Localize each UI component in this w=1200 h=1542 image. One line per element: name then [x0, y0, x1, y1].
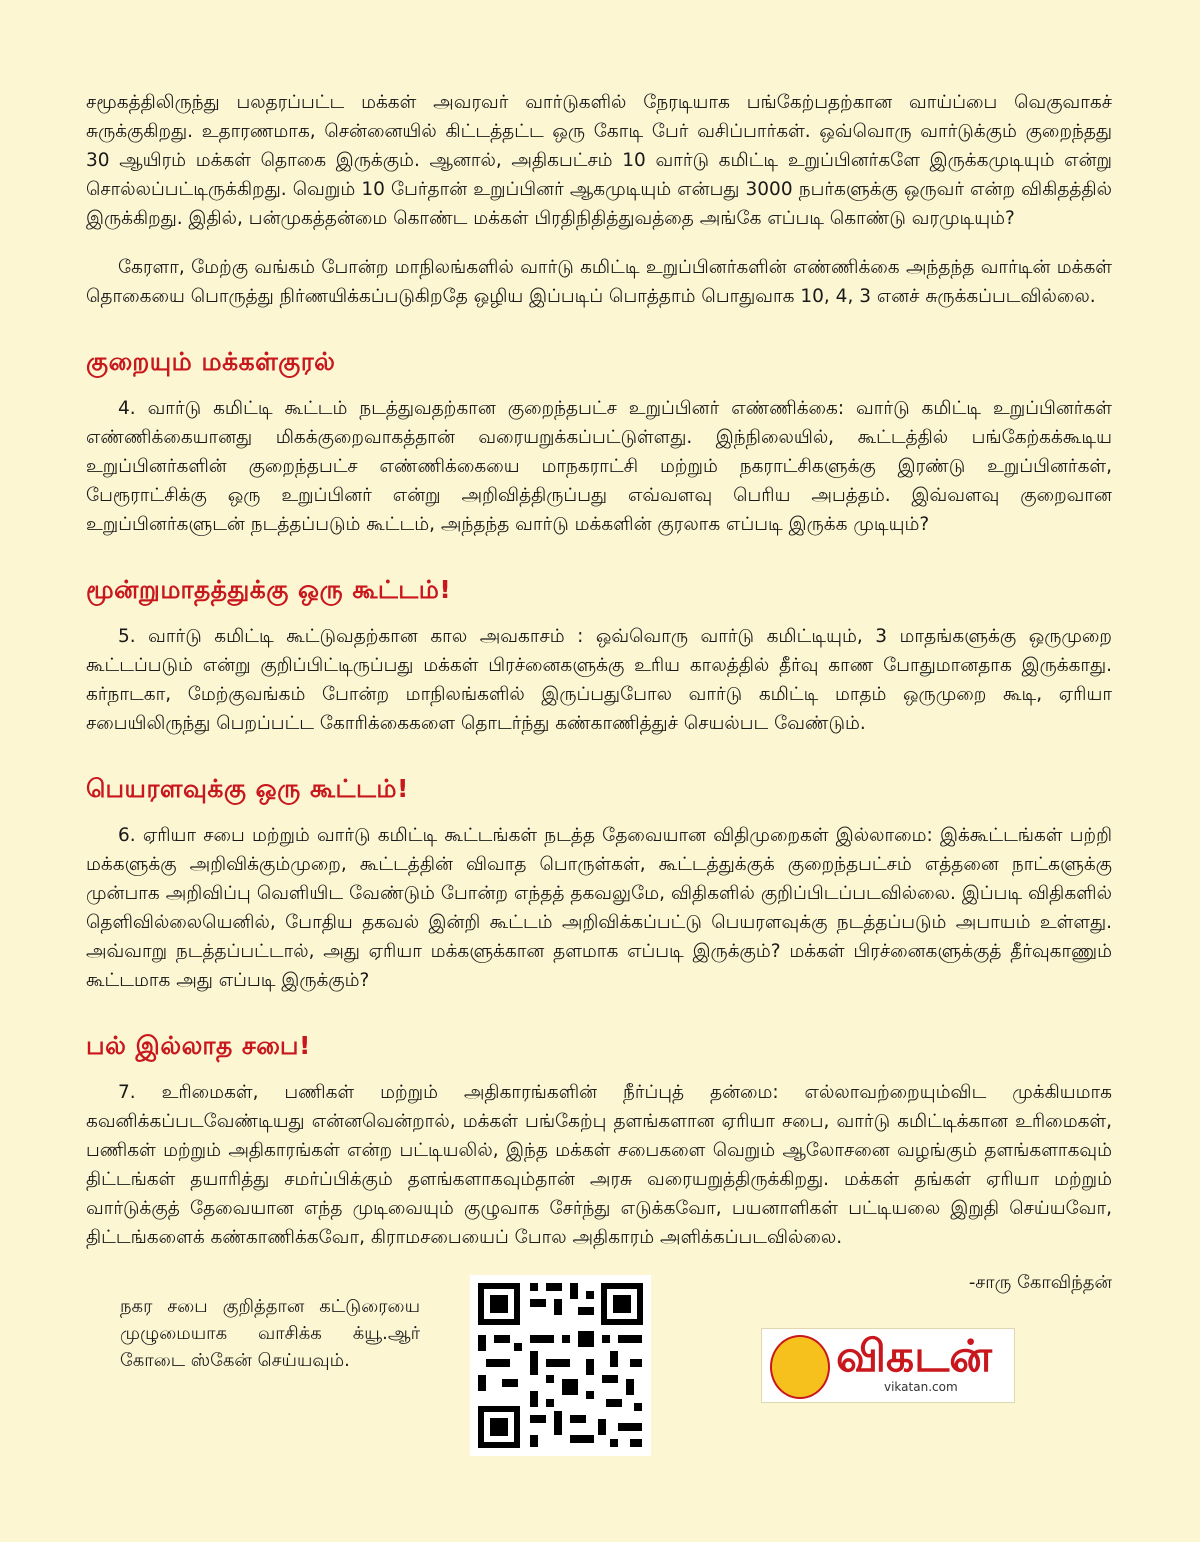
intro-paragraph-1: சமூகத்திலிருந்து பலதரப்பட்ட மக்கள் அவரவர் வார்டுகளில் நேரடியாக பங்கேற்பதற்கான வாய்ப்பை வெகுவாகச் சுருக்குகிறது. உதாரணமாக, சென்னையில் கிட்டத்தட்ட ஒரு கோடி பேர் வசிப்பார்கள். ஒவ்வொரு வார்டுக்கும் குறைந்தது 30 ஆயிரம் மக்கள் தொகை இருக்கும். ஆனால், அதிகபட்சம் 10 வார்டு கமிட்டி உறுப்பினர்களே இருக்கமுடியும் என்று சொல்லப்பட்டிருக்கிறது. வெறும் 10 பேர்தான் உறுப்பினர் ஆகமுடியும் என்பது 3000 நபர்களுக்கு ஒருவர் என்ற விகிதத்தில் இருக்கிறது. இதில், பன்முகத்தன்மை கொண்ட மக்கள் பிரதிநிதித்துவத்தை அங்கே எப்படி கொண்டு வரமுடியும்? — [86, 92, 1112, 229]
mascot-icon — [770, 1335, 830, 1399]
qr-code-icon[interactable] — [470, 1275, 651, 1456]
section-heading-voice: குறையும் மக்கள்குரல் — [86, 347, 336, 376]
section-heading-toothless: பல் இல்லாத சபை! — [86, 1031, 311, 1060]
section-heading-nominal: பெயரளவுக்கு ஒரு கூட்டம்! — [86, 774, 409, 803]
logo-name: விகடன் — [836, 1331, 992, 1382]
intro-paragraph-2: கேரளா, மேற்கு வங்கம் போன்ற மாநிலங்களில் வார்டு கமிட்டி உறுப்பினர்களின் எண்ணிக்கை அந்தந்த வார்டின் மக்கள் தொகையை பொருத்து நிர்ணயிக்கப்படுகிறதே ஒழிய இப்படிப் பொத்தாம் பொதுவாக 10, 4, 3 எனச் சுருக்கப்படவில்லை. — [86, 257, 1112, 307]
section-text-nominal: 6. ஏரியா சபை மற்றும் வார்டு கமிட்டி கூட்டங்கள் நடத்த தேவையான விதிமுறைகள் இல்லாமை: இக்கூட்டங்கள் பற்றி மக்களுக்கு அறிவிக்கும்முறை, கூட்டத்தின் விவாத பொருள்கள், கூட்டத்துக்குக் குறைந்தபட்சம் எத்தனை நாட்களுக்கு முன்பாக அறிவிப்பு வெளியிட வேண்டும் போன்ற எந்தத் தகவலுமே, விதிகளில் குறிப்பிடப்படவில்லை. இப்படி விதிகளில் தெளிவில்லையெனில், போதிய தகவல் இன்றி கூட்டம் அறிவிக்கப்பட்டு பெயரளவுக்கு நடத்தப்படும் அபாயம் உள்ளது. அவ்வாறு நடத்தப்பட்டால், அது ஏரியா மக்களுக்கான தளமாக எப்படி இருக்கும்? மக்கள் பிரச்னைகளுக்குத் தீர்வுகாணும் கூட்டமாக அது எப்படி இருக்கும்? — [86, 825, 1112, 991]
author-signature: -சாரு கோவிந்தன் — [968, 1272, 1112, 1293]
article-body — [86, 88, 1112, 1295]
section-text-toothless: 7. உரிமைகள், பணிகள் மற்றும் அதிகாரங்களின் நீர்ப்புத் தன்மை: எல்லாவற்றையும்விட முக்கியமாக கவனிக்கப்படவேண்டியது என்னவென்றால், மக்கள் பங்கேற்பு தளங்களான ஏரியா சபை, வார்டு கமிட்டிக்கான உரிமைகள், பணிகள் மற்றும் அதிகாரங்கள் என்ற பட்டியலில், இந்த மக்கள் சபைகளை வெறும் ஆலோசனை வழங்கும் தளங்களாகவும் திட்டங்கள் தயாரித்து சமர்ப்பிக்கும் தளங்களாகவும்தான் அரசு வரையறுத்திருக்கிறது. மக்கள் தங்கள் ஏரியா மற்றும் வார்டுக்குத் தேவையான எந்த முடிவையும் குழுவாக சேர்ந்து எடுக்கவோ, பயனாளிகள் பட்டியலை இறுதி செய்யவோ, திட்டங்களைக் கண்காணிக்கவோ, கிராமசபையைப் போல அதிகாரம் அளிக்கப்படவில்லை. — [86, 1082, 1112, 1248]
section-text-quarterly: 5. வார்டு கமிட்டி கூட்டுவதற்கான கால அவகாசம் : ஒவ்வொரு வார்டு கமிட்டியும், 3 மாதங்களுக்கு ஒருமுறை கூட்டப்படும் என்று குறிப்பிட்டிருப்பது மக்கள் பிரச்னைகளுக்கு உரிய காலத்தில் தீர்வு காண போதுமானதாக இருக்காது. கர்நாடகா, மேற்குவங்கம் போன்ற மாநிலங்களில் இருப்பதுபோல வார்டு கமிட்டி மாதம் ஒருமுறை கூடி, ஏரியா சபையிலிருந்து பெறப்பட்ட கோரிக்கைகளை தொடர்ந்து கண்காணித்துச் செயல்பட வேண்டும். — [86, 626, 1112, 734]
qr-instruction: நகர சபை குறித்தான கட்டுரையை முழுமையாக வாசிக்க க்யூ.ஆர் கோடை ஸ்கேன் செய்யவும். — [120, 1296, 420, 1371]
section-text-voice: 4. வார்டு கமிட்டி கூட்டம் நடத்துவதற்கான குறைந்தபட்ச உறுப்பினர் எண்ணிக்கை: வார்டு கமிட்டி உறுப்பினர்கள் எண்ணிக்கையானது மிகக்குறைவாகத்தான் வரையறுக்கப்பட்டுள்ளது. இந்நிலையில், கூட்டத்தில் பங்கேற்கக்கூடிய உறுப்பினர்களின் குறைந்தபட்ச எண்ணிக்கையை மாநகராட்சி மற்றும் நகராட்சிகளுக்கு இரண்டு உறுப்பினர்கள், பேரூராட்சிக்கு ஒரு உறுப்பினர் என்று அறிவித்திருப்பது எவ்வளவு பெரிய அபத்தம். இவ்வளவு குறைவான உறுப்பினர்களுடன் நடத்தப்படும் கூட்டம், அந்தந்த வார்டு மக்களின் குரலாக எப்படி இருக்க முடியும்? — [86, 398, 1112, 535]
footer — [0, 1275, 1200, 1495]
vikatan-logo — [761, 1328, 1015, 1403]
section-heading-quarterly: மூன்றுமாதத்துக்கு ஒரு கூட்டம்! — [86, 575, 452, 604]
logo-url: vikatan.com — [884, 1380, 958, 1394]
